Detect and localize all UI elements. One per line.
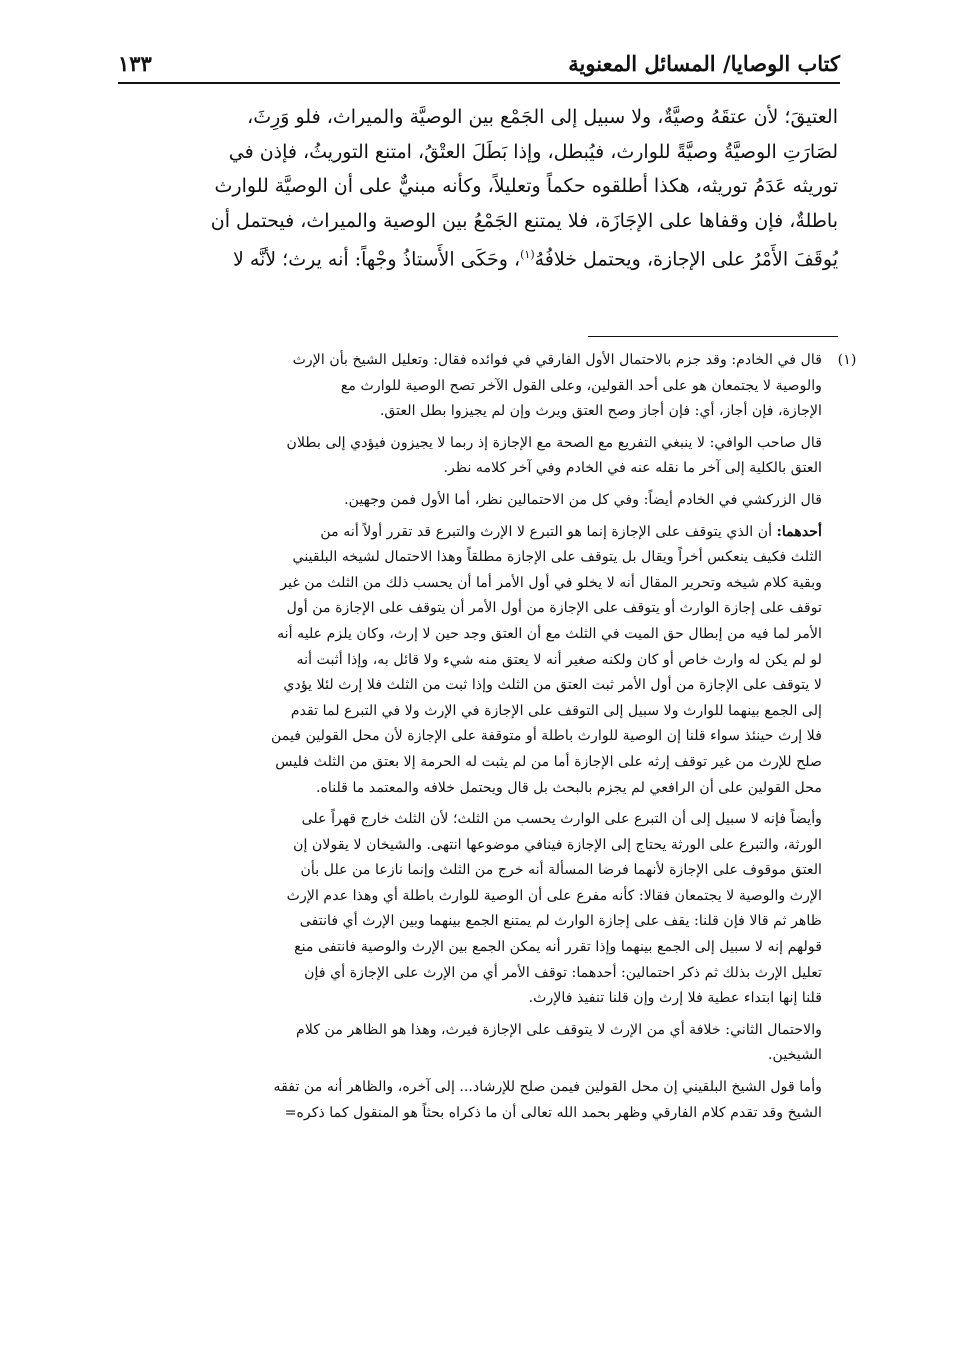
footnote-line: والوصية لا يجتمعان هو على أحد القولين، وعلى القول الآخر تصح الوصية للوارث مع (340, 377, 822, 394)
main-line: لصَارَتِ الوصيَّةُ وصيَّةً للوارث، فيُبطل، وإذا بَطَلَ العتْقُ، امتنع التوريثُ، فإذن في (228, 140, 838, 163)
footnote-section (118, 348, 860, 1132)
running-header (118, 38, 840, 84)
footnote-paragraph (118, 1018, 822, 1069)
footnote-reference[interactable]: (١) (520, 248, 535, 261)
footnote-line: قال الزركشي في الخادم أيضاً: وفي كل من الاحتمالين نظر، أما الأول فمن وجهين. (344, 491, 822, 508)
footnote-line: العتق بالكلية إلى آخر ما نقله عنه في الخادم وفي آخر كلامه نظر. (443, 460, 822, 477)
main-line: العتيقَ؛ لأن عتقَهُ وصيَّةٌ، ولا سبيل إلى الجَمْع بين الوصيَّة والميراث، فلو وَرِثَ، (247, 106, 838, 128)
footnote-line: قال صاحب الوافي: لا ينبغي التفريع مع الصحة مع الإجازة إذ ربما لا يجيزون فيؤدي إلى بطلان (286, 434, 822, 451)
main-line-end: ، وحَكَى الأَستاذُ وجْهاً: أنه يرث؛ لأنَّه لا (232, 248, 521, 271)
paragraph-lead: أحدهما: (776, 523, 822, 540)
main-text (120, 100, 838, 277)
footnote-line: الشيخين. (768, 1047, 822, 1064)
footnote-line: قولهم إنه لا سبيل إلى الجمع بينهما وإذا تقرر أنه يمكن الجمع بين الإرث والوصية فانتفى منع (294, 939, 822, 956)
footnote-line (118, 520, 822, 546)
footnote-paragraph (118, 1075, 822, 1126)
footnote-paragraph (118, 348, 822, 425)
footnote-line: الورثة، والتبرع على الورثة يحتاج إلى الإجازة فينافي موضوعها انتهى. والشيخان لا يقولان إن (293, 836, 822, 853)
footnote-line: تعليل الإرث بذلك ثم ذكر احتمالين: أحدهما: توقف الأمر أي من الإرث على الإجازة أي فإن (304, 964, 822, 981)
footnote-line: لا يتوقف على الإجازة من أول الأمر ثبت العتق من الثلث وإذا ثبت من الثلث فلا إرث لئلا يؤدي (283, 677, 822, 694)
main-line (120, 238, 838, 277)
main-line: باطلةٌ، فإن وقفاها على الإجَازَة، فلا يمتنع الجَمْعُ بين الوصية والميراث، فيحتمل أن (210, 209, 838, 232)
footnote-line: الأمر لما فيه من إبطال حق الميت في الثلث مع أن العتق وجد حين لا إرث، وكان يلزم عليه أنه (277, 625, 822, 642)
footnote-line: العتق موقوف على الإجازة لأنهما فرضا المسألة أنه خرج من الثلث وإنما نازعا من علل بأن (300, 862, 822, 879)
footnote-line: الثلث فكيف ينعكس أخراً ويقال بل يتوقف على الإجازة مطلقاً وهذا الاحتمال لشيخه البلقيني (292, 549, 822, 566)
footnote-line: قال في الخادم: وقد جزم بالاحتمال الأول الفارقي في فوائده فقال: وتعليل الشيخ بأن الإرث (292, 352, 822, 368)
footnote-number: (١) (837, 352, 857, 368)
main-line-start: يُوقَفَ الأَمْرُ على الإجازة، ويحتمل خلافُهُ (534, 248, 838, 271)
footnote-line: ظاهر ثم قالا فإن قلنا: يقف على إجازة الوارث لم يمتنع الجمع بينهما وبين الإرث أي فانتفى (299, 913, 822, 930)
footnote-body (118, 348, 822, 1126)
footnote-line: فلا إرث حينئذ سواء قلنا إن الوصية للوارث باطلة أو متوقفة على الإجازة لأن محل القولين فيمن (271, 728, 822, 745)
main-line: توريثه عَدَمُ توريثه، هكذا أطلقوه حكماً وتعليلاً، وكأنه مبنيٌّ على أن الوصيَّة للوارث (214, 175, 838, 197)
footnote-line: الشيخ وقد تقدم كلام الفارقي وظهر بحمد الله تعالى أن ما ذكراه بحثاً هو المنقول كما ذكره= (284, 1104, 822, 1121)
footnote-line: الإجازة، فإن أجاز، أي: فإن أجاز وصح العتق ويرث وإن لم يجيزوا بطل العتق. (379, 403, 822, 420)
footnote-line: وبقية كلام شيخه وتحرير المقال أنه لا يخلو في أول الأمر أما أن يحسب ذلك من الثلث من غير (280, 574, 822, 591)
footnote-paragraph (118, 431, 822, 482)
footnote-text: أن الذي يتوقف على الإجازة إنما هو التبرع لا الإرث والتبرع قد تقرر أولاً أنه من (320, 523, 777, 540)
footnote-line: توقف على إجازة الوارث أو يتوقف على الإجازة من أول الأمر أن يتوقف على الإجازة من أول (286, 600, 822, 617)
footnote-paragraph (118, 520, 822, 802)
footnote-line: وأما قول الشيخ البلقيني إن محل القولين فيمن صلح للإرشاد... إلى آخره، والظاهر أنه من تفقه (273, 1079, 822, 1096)
page-number: ١٣٣ (118, 51, 152, 76)
footnote-separator (588, 336, 838, 337)
footnote-paragraph (118, 488, 822, 514)
footnote-line: قلنا إنها ابتداء عطية فلا إرث وإن قلنا تنفيذ فالإرث. (528, 990, 822, 1007)
footnote-paragraph (118, 807, 822, 1012)
footnote-line: لو لم يكن له وارث خاص أو كان ولكنه صغير أنه لا يعتق منه شيء ولا قائل به، وإذا أثبت أنه (296, 651, 822, 668)
footnote-line: والاحتمال الثاني: خلافة أي من الإرث لا يتوقف على الإجازة فيرث، وهذا هو الظاهر من كلام (296, 1021, 822, 1038)
footnote-line: محل القولين على أن الرافعي لم يجزم بالبحث بل قال ويحتمل خلافه والمعتمد ما قلناه. (315, 779, 822, 796)
chapter-title: كتاب الوصايا/ المسائل المعنوية (568, 51, 840, 76)
footnote-line: وأيضاً فإنه لا سبيل إلى أن التبرع على الوارث يحسب من الثلث؛ لأن الثلث خارج قهراً على (301, 811, 822, 828)
footnote-line: صلح للإرث من غير توقف إرثه على الإجازة أما من لم يثبت له الحرمة إلا بعتق من الثلث فليس (275, 753, 822, 770)
footnote-line: الإرث والوصية لا يجتمعان فقالا: كأنه مفرع على أن الوصية للوارث باطلة أي وهذا عدم الإرث (286, 887, 822, 904)
footnote-line: إلى الجمع بينهما للوارث ولا سبيل إلى التوقف على الإجازة في الإرث ولا في التبرع لما تقدم (290, 702, 822, 719)
